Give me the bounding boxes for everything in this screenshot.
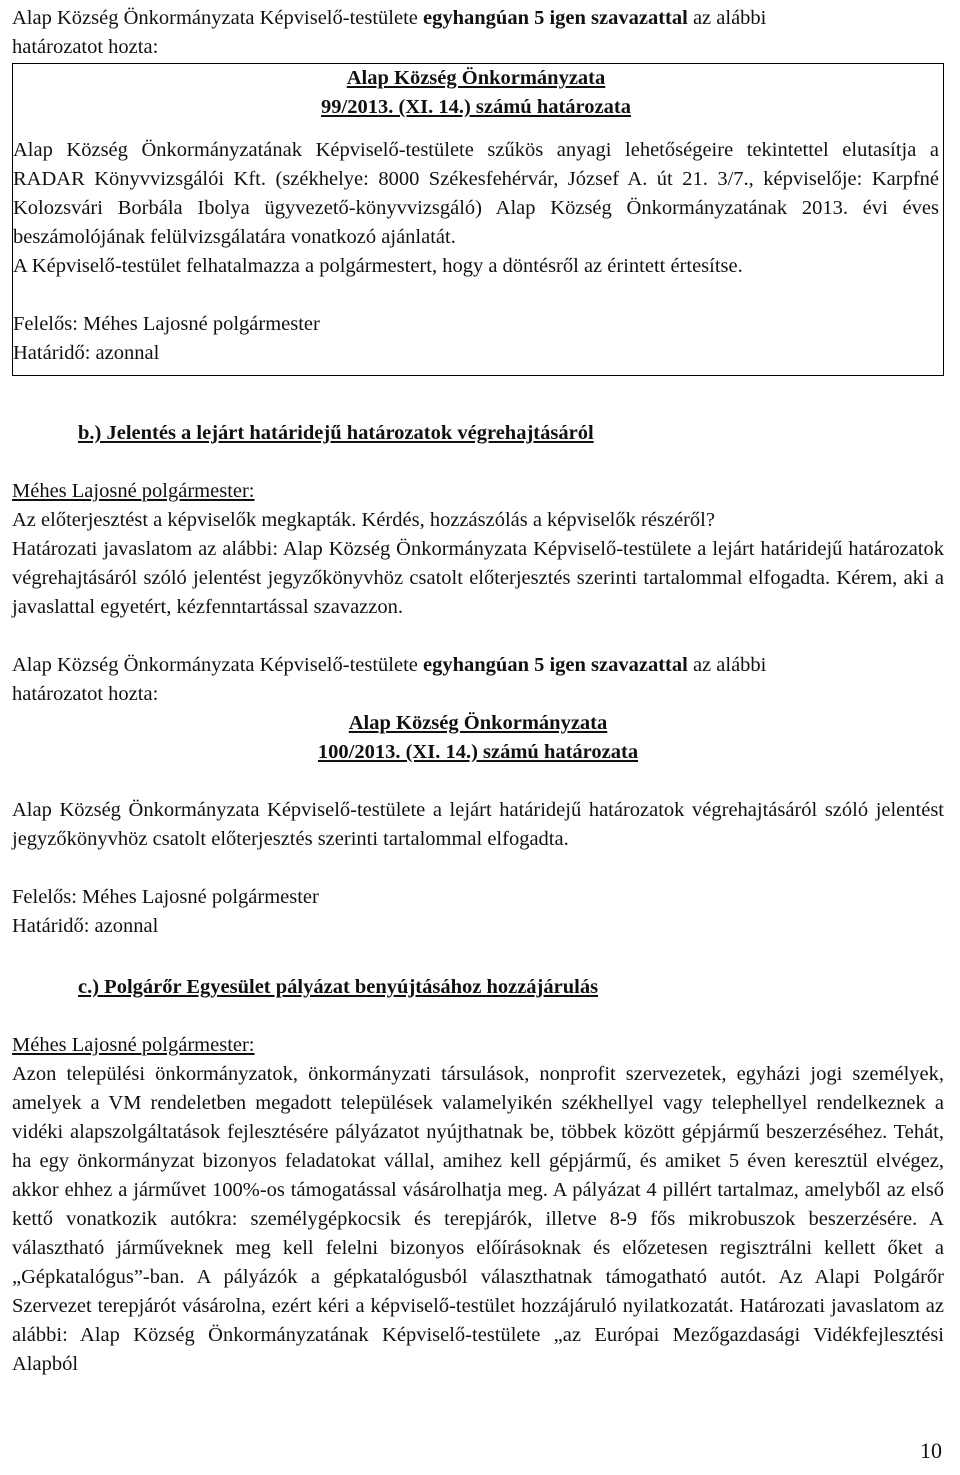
vote-result: egyhangúan 5 igen szavazattal — [423, 7, 688, 29]
resolution-text: Alap Község Önkormányzatának Képviselő-testülete szűkös anyagi lehetőségeire tekintettel elutasítja a RADAR Könyvvizsgálói Kft. (székhelye: 8000 Székesfehérvár, József A. út 21. 3/7., képviselője: Karpfné Kolozsvári Borbála Ibolya ügyvezető-könyvvizsgáló) Alap Község Önkormányzatának 2013. évi éves beszámolójának felülvizsgálatára vonatkozó ajánlatát. — [13, 139, 939, 248]
resolution-b-text: Alap Község Önkormányzata Képviselő-testülete a lejárt határidejű határozatok végrehajtásáról szóló jelentést jegyzőkönyvhöz csatolt előterjesztés szerinti tartalommal elfogadta. — [12, 799, 944, 850]
deadline: Határidő: azonnal — [13, 342, 160, 364]
resolution-b-number: 100/2013. (XI. 14.) számú határozata — [317, 741, 639, 763]
vote-intro-line2: határozatot hozta: — [12, 36, 159, 58]
section-b-heading: b.) Jelentés a lejárt határidejű határozatok végrehajtásáról — [78, 422, 594, 444]
page-number: 10 — [920, 1438, 942, 1463]
resolution-box — [12, 63, 944, 376]
resolution-b-title: Alap Község Önkormányzata — [348, 712, 608, 734]
deadline-b: Határidő: azonnal — [12, 915, 159, 937]
responsible-b: Felelős: Méhes Lajosné polgármester — [12, 886, 319, 908]
vote-intro: Alap Község Önkormányzata Képviselő-testülete egyhangúan 5 igen szavazattal az alábbi — [12, 7, 767, 29]
resolution-number: 99/2013. (XI. 14.) számú határozata — [321, 96, 631, 118]
responsible: Felelős: Méhes Lajosné polgármester — [13, 313, 320, 335]
section-c-heading: c.) Polgárőr Egyesület pályázat benyújtásához hozzájárulás — [78, 976, 599, 998]
document-page — [12, 4, 944, 1379]
section-c-speaker: Méhes Lajosné polgármester: — [12, 1034, 255, 1056]
vote-intro-b: Alap Község Önkormányzata Képviselő-testülete egyhangúan 5 igen szavazattal az alábbi — [12, 654, 767, 676]
section-c-para: Azon települési önkormányzatok, önkormányzati társulások, nonprofit szervezetek, egyházi jogi személyek, amelyek a VM rendeletben megadott települések valamelyikén székhellyel vagy telephellyel rendelkeznek a vidéki alapszolgáltatások fejlesztésére pályázatot nyújthatnak be, többek között gépjármű beszerzéséhez. Tehát, ha egy önkormányzat bizonyos feladatokat vállal, amihez kell gépjármű, és amiket 5 éven keresztül elvégez, akkor ehhez a járművet 100%-os támogatással vásárolhatja meg. A pályázat 4 pillért tartalmaz, amelyből az első kettő vonatkozik autókra: személygépkocsik és terepjárók, illetve 8-9 fős mikrobuszok beszerzésére. A választható járműveknek meg kell felelni bizonyos előírásoknak és előzetesen regisztrálni kellett őket a „Gépkatalógus”-ban. A pályázók a gépkatalógusból választhatnak támogatható autót. Az Alapi Polgárőr Szervezet terepjárót vásárolna, ezért kéri a képviselő-testület hozzájáruló nyilatkozatát. Határozati javaslatom az alábbi: Alap Község Önkormányzatának Képviselő-testülete „az Európai Mezőgazdasági Vidékfejlesztési Alapból — [12, 1063, 944, 1375]
section-b-line1: Az előterjesztést a képviselők megkapták. Kérdés, hozzászólás a képviselők részéről? — [12, 509, 715, 531]
section-b-speaker: Méhes Lajosné polgármester: — [12, 480, 255, 502]
vote-intro-b-line2: határozatot hozta: — [12, 683, 159, 705]
resolution-title: Alap Község Önkormányzata — [346, 67, 606, 89]
resolution-text-2: A Képviselő-testület felhatalmazza a polgármestert, hogy a döntésről az érintett értesítse. — [13, 255, 743, 277]
section-b-para: Határozati javaslatom az alábbi: Alap Község Önkormányzata Képviselő-testülete a lejárt határidejű határozatok végrehajtásáról szóló jelentést jegyzőkönyvhöz csatolt előterjesztés szerinti tartalommal elfogadta. Kérem, aki a javaslattal egyetért, kézfenntartással szavazzon. — [12, 538, 944, 618]
